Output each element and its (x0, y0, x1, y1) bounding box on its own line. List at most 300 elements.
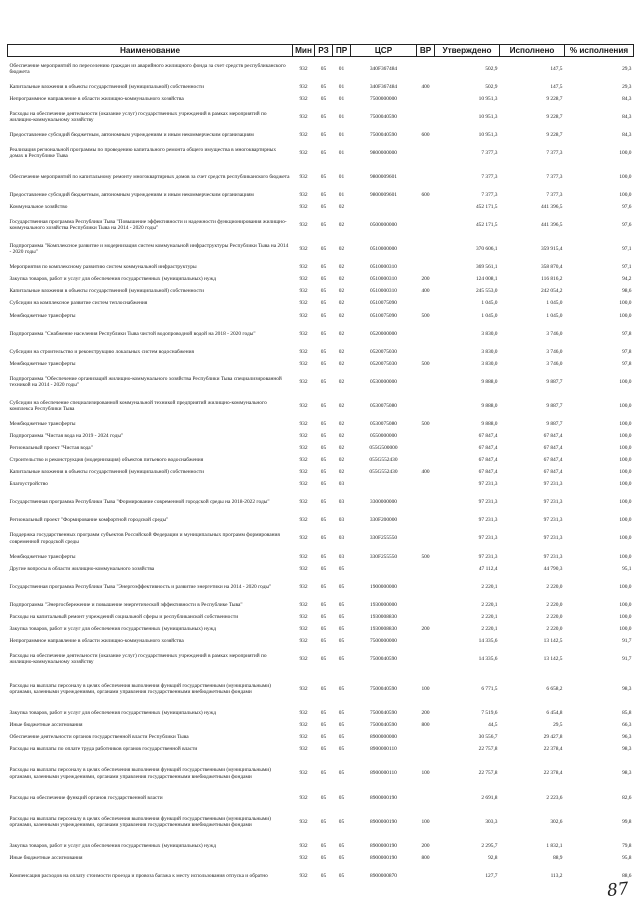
header-executed: Исполнено (500, 45, 565, 57)
row-pr: 03 (338, 553, 345, 560)
table-row (8, 804, 634, 840)
row-rz: 05 (320, 770, 327, 777)
row-name: Региональный проект "Формирование комфортной городской среды" (9, 517, 169, 524)
table-row (8, 189, 634, 201)
table-row (8, 840, 634, 852)
page-number: 87 (606, 878, 630, 902)
table-row (8, 418, 634, 430)
table-row (8, 731, 634, 743)
row-vr (417, 514, 435, 526)
row-min: 932 (299, 734, 308, 741)
row-percent: 88,6 (622, 872, 632, 879)
row-min: 932 (299, 222, 308, 229)
row-rz: 05 (320, 583, 327, 590)
row-executed: 3 746,0 (546, 360, 563, 367)
row-min: 932 (299, 95, 308, 102)
row-pr: 02 (338, 330, 345, 337)
row-vr: 100 (421, 686, 430, 693)
row-vr (417, 165, 435, 189)
row-percent: 100,0 (619, 312, 632, 319)
row-csr: 9800009601 (370, 173, 397, 180)
row-name: Расходы на выплаты персоналу в целях обеспечения выполнения функций государственными (муниципальными) органами, казенными учреждениями, органами управления государственными внебюджетными фондами (9, 815, 271, 828)
row-min: 932 (299, 433, 308, 440)
row-vr (417, 370, 435, 394)
table-row (8, 623, 634, 635)
row-executed: 7 377,3 (546, 173, 563, 180)
row-pr: 02 (338, 378, 345, 385)
row-min: 932 (299, 457, 308, 464)
row-name: Закупка товаров, работ и услуг для обеспечения государственных (муниципальных) нужд (9, 276, 217, 283)
row-csr: 8900000870 (370, 872, 397, 879)
row-name: Мероприятия по комплексному развитию систем коммунальной инфраструктуры (9, 264, 197, 271)
row-percent: 66,3 (622, 722, 632, 729)
row-rz: 05 (320, 818, 327, 825)
row-csr: 055G552430 (369, 469, 398, 476)
row-csr: 7500040590 (370, 655, 397, 662)
row-pr: 05 (338, 710, 345, 717)
row-percent: 84,3 (622, 113, 632, 120)
row-executed: 88,9 (553, 854, 563, 861)
table-row (8, 394, 634, 418)
row-vr (417, 105, 435, 129)
row-name: Подпрограмма "Чистая вода на 2019 - 2024 годы" (9, 433, 124, 440)
row-approved: 10 951,3 (478, 131, 498, 138)
row-pr: 01 (338, 173, 345, 180)
table-row (8, 105, 634, 129)
row-csr (351, 563, 417, 575)
row-executed: 2 220,0 (546, 583, 563, 590)
table-row (8, 129, 634, 141)
row-vr (417, 93, 435, 105)
row-vr (417, 201, 435, 213)
row-percent: 100,0 (619, 613, 632, 620)
row-rz: 05 (320, 746, 327, 753)
row-rz: 05 (320, 276, 327, 283)
row-vr (417, 864, 435, 888)
row-name: Расходы на обеспечение деятельности (оказание услуг) государственных учреждений в рамках мероприятий по жилищно-коммунальному хозяйству (9, 110, 267, 123)
row-min: 932 (299, 192, 308, 198)
row-approved: 67 847,4 (478, 469, 498, 476)
row-min: 932 (299, 794, 308, 801)
row-vr (417, 490, 435, 514)
row-min: 932 (299, 655, 308, 662)
row-min: 932 (299, 83, 308, 90)
table-row (8, 310, 634, 322)
row-approved: 3 830,0 (481, 348, 498, 355)
row-approved: 67 847,4 (478, 445, 498, 452)
row-pr: 02 (338, 312, 345, 319)
row-name: Обеспечение деятельности органов государственной власти Республики Тыва (9, 734, 189, 741)
row-pr: 05 (338, 770, 345, 777)
row-rz: 05 (320, 637, 327, 644)
row-min: 932 (299, 565, 308, 572)
row-min: 932 (299, 854, 308, 861)
row-rz: 05 (320, 457, 327, 464)
row-approved: 22 757,8 (478, 770, 498, 777)
row-csr: 055G552430 (369, 457, 398, 464)
row-rz: 05 (320, 173, 327, 180)
row-rz: 05 (320, 264, 327, 271)
row-rz: 05 (320, 710, 327, 717)
row-rz: 05 (320, 95, 327, 102)
row-name: Межбюджетные трансферты (9, 360, 76, 367)
row-csr: 8900000190 (370, 842, 397, 849)
row-percent: 100,0 (619, 300, 632, 307)
row-vr (417, 635, 435, 647)
row-vr (417, 430, 435, 442)
row-min: 932 (299, 613, 308, 620)
row-approved: 3 830,0 (481, 360, 498, 367)
row-min: 932 (299, 288, 308, 295)
row-min: 932 (299, 246, 308, 253)
row-rz: 05 (320, 192, 327, 198)
row-csr: 0520075030 (370, 348, 397, 355)
row-vr: 500 (421, 312, 430, 319)
row-name: Капитальные вложения в объекты государственной (муниципальной) собственности (9, 469, 204, 476)
row-pr: 01 (338, 192, 345, 198)
table-row (8, 526, 634, 550)
row-csr: 8900000190 (370, 818, 397, 825)
row-vr: 200 (421, 710, 430, 717)
row-rz: 05 (320, 360, 327, 367)
row-min: 932 (299, 131, 308, 138)
row-csr: 330F255550 (369, 553, 398, 560)
table-row (8, 719, 634, 731)
row-vr (417, 743, 435, 755)
row-name: Строительство и реконструкция (модернизация) объектов питьевого водоснабжения (9, 457, 204, 464)
row-rz: 05 (320, 553, 327, 560)
row-csr: 8900000110 (370, 770, 397, 777)
row-name: Компенсация расходов на оплату стоимости проезда и провоза багажа к месту использования отпуска и обратно (9, 872, 268, 879)
table-row (8, 490, 634, 514)
row-executed: 2 220,0 (546, 625, 563, 632)
table-row (8, 864, 634, 888)
row-percent: 100,0 (619, 601, 632, 608)
row-executed: 2 220,0 (546, 601, 563, 608)
row-pr: 05 (338, 842, 345, 849)
row-approved: 502,9 (485, 65, 498, 72)
row-pr: 02 (338, 402, 345, 409)
row-csr: 1930000000 (370, 601, 397, 608)
row-rz: 05 (320, 420, 327, 427)
row-name: Государственная программа Республики Тыва "Формирование современной городской среды на 2018-2022 годы" (9, 499, 270, 506)
row-percent: 100,0 (619, 553, 632, 560)
table-header-row (8, 45, 634, 57)
row-approved: 7 519,6 (481, 710, 498, 717)
row-percent: 84,3 (622, 131, 632, 138)
row-name: Непрограммное направление в области жилищно-коммунального хозяйства (9, 637, 184, 644)
row-rz: 05 (320, 149, 327, 156)
row-approved: 370 606,1 (475, 246, 498, 253)
row-pr: 02 (338, 433, 345, 440)
row-percent: 100,0 (619, 469, 632, 476)
row-vr (417, 611, 435, 623)
row-csr: 7500000000 (370, 637, 397, 644)
row-rz: 05 (320, 722, 327, 729)
row-pr: 02 (338, 420, 345, 427)
table-row (8, 635, 634, 647)
row-executed: 147,5 (550, 83, 563, 90)
row-pr: 05 (338, 583, 345, 590)
row-name: Реализация региональной программы по проведению капитального ремонта общего имущества в многоквартирных домах в Республике Тыва (9, 146, 277, 159)
row-csr: 0510000310 (370, 276, 397, 283)
row-min: 932 (299, 312, 308, 319)
row-csr: 0510075090 (370, 300, 397, 307)
row-executed: 113,2 (550, 872, 563, 879)
row-executed: 97 231,3 (543, 517, 563, 524)
row-executed: 302,6 (550, 818, 563, 825)
row-approved: 97 231,3 (478, 517, 498, 524)
row-pr: 01 (338, 95, 345, 102)
row-min: 932 (299, 360, 308, 367)
row-pr: 02 (338, 469, 345, 476)
row-percent: 100,0 (619, 378, 632, 385)
row-vr (417, 599, 435, 611)
table-row (8, 430, 634, 442)
row-min: 932 (299, 499, 308, 506)
row-percent: 98,3 (622, 770, 632, 777)
row-min: 932 (299, 625, 308, 632)
row-vr: 600 (421, 131, 430, 138)
header-pr: ПР (333, 45, 351, 57)
row-approved: 44,5 (488, 722, 498, 729)
row-executed: 67 847,4 (543, 469, 563, 476)
row-csr: 7500040590 (370, 722, 397, 729)
row-pr: 02 (338, 276, 345, 283)
row-csr: 7500040590 (370, 710, 397, 717)
row-executed: 6 454,8 (546, 710, 563, 717)
row-csr: 0510000000 (370, 246, 397, 253)
row-min: 932 (299, 402, 308, 409)
row-rz: 05 (320, 625, 327, 632)
row-rz: 05 (320, 402, 327, 409)
row-min: 932 (299, 710, 308, 717)
table-row (8, 478, 634, 490)
row-executed: 441 396,5 (540, 204, 563, 211)
row-executed: 6 658,2 (546, 686, 563, 693)
row-percent: 95,8 (622, 854, 632, 861)
row-name: Поддержка государственных программ субъектов Российской Федерации и муниципальных программ формирования современной городской среды (9, 532, 280, 545)
row-pr: 05 (338, 637, 345, 644)
row-name: Подпрограмма "Обеспечение организаций жилищно-коммунального хозяйства Республики Тыва специализированной техникой на 2014 - 2020 годы" (9, 375, 282, 388)
row-pr: 05 (338, 722, 345, 729)
row-executed: 97 231,3 (543, 535, 563, 542)
row-csr: 1930008830 (370, 625, 397, 632)
row-vr: 200 (421, 276, 430, 283)
row-approved: 245 553,0 (475, 288, 498, 295)
row-executed: 9 228,7 (546, 95, 563, 102)
row-name: Подпрограмма "Снабжение населения Республики Тыва чистой водопроводной водой на 2018 - 2020 годы" (9, 330, 256, 337)
header-csr: ЦСР (351, 45, 417, 57)
row-pr: 01 (338, 65, 345, 72)
row-rz: 05 (320, 204, 327, 211)
row-name: Расходы на обеспечение деятельности (оказание услуг) государственных учреждений в рамках мероприятий по жилищно-коммунальному хозяйству (9, 652, 267, 666)
row-pr: 01 (338, 149, 345, 156)
row-executed: 22 378,4 (543, 746, 563, 753)
row-vr: 500 (421, 360, 430, 367)
row-pr: 01 (338, 131, 345, 138)
header-rz: РЗ (315, 45, 333, 57)
row-approved: 22 757,8 (478, 746, 498, 753)
row-vr: 100 (421, 770, 430, 777)
row-csr: 0530075080 (370, 420, 397, 427)
row-min: 932 (299, 276, 308, 283)
row-min: 932 (299, 113, 308, 120)
row-pr: 05 (338, 818, 345, 825)
row-executed: 9 887,7 (546, 420, 563, 427)
row-percent: 100,0 (619, 457, 632, 464)
row-vr (417, 213, 435, 237)
row-executed: 441 396,5 (540, 222, 563, 229)
row-percent: 97,8 (622, 348, 632, 355)
row-rz: 05 (320, 686, 327, 693)
row-percent: 97,6 (622, 204, 632, 211)
row-vr (417, 575, 435, 599)
row-rz: 05 (320, 535, 327, 542)
row-csr: 7500040590 (370, 131, 397, 138)
row-vr (417, 478, 435, 490)
row-approved: 2 220,1 (481, 625, 498, 632)
row-csr: 9800000000 (370, 149, 397, 156)
row-min: 932 (299, 264, 308, 271)
row-approved: 2 220,1 (481, 583, 498, 590)
row-vr (417, 141, 435, 165)
header-min: Мин (293, 45, 315, 57)
row-name: Государственная программа Республики Тыва "Энергоэффективность и развитие энергетики на 2014 - 2020 годы" (9, 583, 272, 590)
table-row (8, 611, 634, 623)
row-approved: 369 561,1 (475, 264, 498, 271)
row-min: 932 (299, 535, 308, 542)
row-rz: 05 (320, 499, 327, 506)
row-rz: 05 (320, 312, 327, 319)
row-min: 932 (299, 722, 308, 729)
row-name: Межбюджетные трансферты (9, 420, 76, 427)
row-rz: 05 (320, 565, 327, 572)
row-executed: 22 378,4 (543, 770, 563, 777)
row-percent: 97,6 (622, 222, 632, 229)
row-pr: 03 (338, 517, 345, 524)
row-name: Благоустройство (9, 481, 48, 488)
row-approved: 92,8 (488, 854, 498, 861)
row-pr: 03 (338, 499, 345, 506)
row-rz: 05 (320, 83, 327, 90)
row-executed: 1 832,1 (546, 842, 563, 849)
row-rz: 05 (320, 613, 327, 620)
row-name: Подпрограмма "Энергосбережение и повышение энергетической эффективности в Республике Тыва" (9, 601, 243, 608)
table-row (8, 466, 634, 478)
row-percent: 98,6 (622, 288, 632, 295)
row-percent: 98,3 (622, 686, 632, 693)
row-min: 932 (299, 445, 308, 452)
row-executed: 3 746,0 (546, 330, 563, 337)
row-executed: 1 045,0 (546, 300, 563, 307)
row-executed: 97 231,3 (543, 499, 563, 506)
row-percent: 100,0 (619, 192, 632, 198)
row-approved: 30 556,7 (478, 734, 498, 741)
table-row (8, 563, 634, 575)
budget-table (7, 44, 634, 888)
row-vr: 200 (421, 625, 430, 632)
row-percent: 100,0 (619, 517, 632, 524)
row-vr: 600 (421, 192, 430, 198)
table-row (8, 743, 634, 755)
row-executed: 29,5 (553, 722, 563, 729)
table-row (8, 370, 634, 394)
row-approved: 452 171,5 (475, 222, 498, 229)
row-rz: 05 (320, 222, 327, 229)
row-csr: 9800009601 (370, 192, 397, 198)
row-percent: 97,8 (622, 330, 632, 337)
row-percent: 97,1 (622, 264, 632, 271)
row-approved: 67 847,4 (478, 457, 498, 464)
row-csr: 8900000190 (370, 854, 397, 861)
table-row (8, 755, 634, 791)
table-row (8, 358, 634, 370)
table-row (8, 514, 634, 526)
row-percent: 79,8 (622, 842, 632, 849)
row-pr: 02 (338, 445, 345, 452)
row-executed: 2 223,6 (546, 794, 563, 801)
row-csr: 330F255550 (369, 535, 398, 542)
row-rz: 05 (320, 481, 327, 488)
table-row (8, 261, 634, 273)
header-approved: Утверждено (435, 45, 500, 57)
row-name: Предоставление субсидий бюджетным, автономным учреждениям и иным некоммерческим организациям (9, 192, 254, 198)
row-name: Обеспечение мероприятий по переселению граждан из аварийного жилищного фонда за счет средств республиканского бюджета (9, 62, 286, 75)
row-csr: 0530000000 (370, 378, 397, 385)
row-percent: 100,0 (619, 173, 632, 180)
row-percent: 94,2 (622, 276, 632, 283)
row-name: Иные бюджетные ассигнования (9, 722, 83, 729)
row-name: Обеспечение мероприятий по капитальному ремонту многоквартирных домов за счет средств республиканского бюджета (9, 173, 290, 180)
row-csr: 0530075080 (370, 402, 397, 409)
row-min: 932 (299, 842, 308, 849)
row-min: 932 (299, 517, 308, 524)
row-name: Закупка товаров, работ и услуг для обеспечения государственных (муниципальных) нужд (9, 842, 217, 849)
row-csr: 7500000000 (370, 95, 397, 102)
row-percent: 97,1 (622, 246, 632, 253)
row-min: 932 (299, 173, 308, 180)
row-approved: 1 045,0 (481, 300, 498, 307)
row-approved: 9 888,0 (481, 402, 498, 409)
row-name: Межбюджетные трансферты (9, 553, 76, 560)
row-executed: 9 228,7 (546, 113, 563, 120)
row-rz: 05 (320, 445, 327, 452)
row-rz: 05 (320, 300, 327, 307)
row-rz: 05 (320, 348, 327, 355)
row-approved: 2 691,8 (481, 794, 498, 801)
row-csr: 8900000000 (370, 734, 397, 741)
table-row (8, 852, 634, 864)
row-percent: 98,3 (622, 746, 632, 753)
row-csr: 3300000000 (370, 499, 397, 506)
row-rz: 05 (320, 330, 327, 337)
row-approved: 2 295,7 (481, 842, 498, 849)
table-row (8, 442, 634, 454)
row-executed: 7 377,3 (546, 149, 563, 156)
row-executed: 2 220,0 (546, 613, 563, 620)
row-min: 932 (299, 770, 308, 777)
row-approved: 452 171,5 (475, 204, 498, 211)
row-name: Субсидии на строительство и реконструкцию локальных систем водоснабжения (9, 348, 194, 355)
header-name: Наименование (8, 45, 293, 57)
row-vr: 200 (421, 842, 430, 849)
row-executed: 13 142,5 (543, 655, 563, 662)
row-percent: 84,3 (622, 95, 632, 102)
row-pr: 02 (338, 246, 345, 253)
row-csr: 0510075090 (370, 312, 397, 319)
row-executed: 359 915,4 (540, 246, 563, 253)
